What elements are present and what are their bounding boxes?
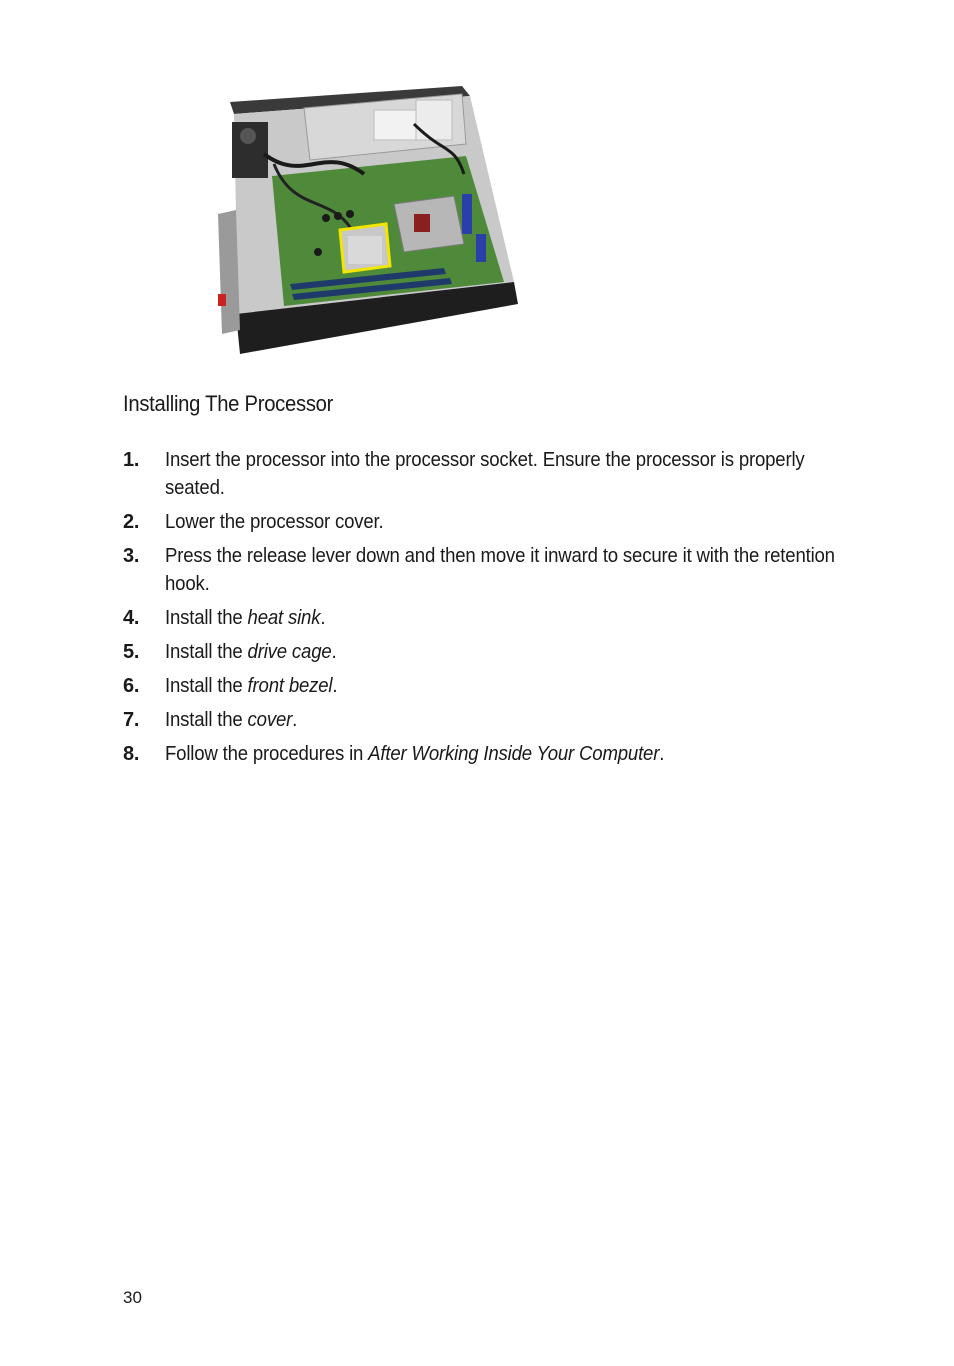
step-suffix: . [320, 607, 326, 629]
step-number: 4. [123, 607, 140, 629]
list-item [123, 638, 863, 666]
drive-cage-link[interactable]: drive cage [247, 641, 332, 663]
step-number: 2. [123, 511, 140, 533]
step-text [165, 740, 860, 768]
step-number: 5. [123, 641, 140, 663]
step-prefix: Install the [165, 709, 248, 731]
step-text: Press the release lever down and then move it inward to secure it with the retention hook. [165, 545, 835, 595]
step-number: 1. [123, 449, 140, 471]
cover-link[interactable]: cover [247, 709, 293, 731]
step-prefix: Install the [165, 675, 248, 697]
step-prefix: Install the [165, 641, 248, 663]
step-suffix: . [332, 675, 338, 697]
step-text: Lower the processor cover. [165, 511, 384, 533]
front-bezel-link[interactable]: front bezel [247, 675, 333, 697]
step-text [165, 706, 860, 734]
step-number: 6. [123, 675, 140, 697]
step-text [165, 638, 860, 666]
list-item [123, 542, 863, 598]
list-item [123, 508, 863, 536]
motherboard-illustration-icon [214, 84, 524, 356]
step-number: 7. [123, 709, 140, 731]
list-item [123, 446, 863, 502]
step-text [165, 672, 860, 700]
procedure-steps [123, 446, 863, 774]
list-item [123, 672, 863, 700]
list-item [123, 740, 863, 768]
after-working-inside-link[interactable]: After Working Inside Your Computer [368, 743, 660, 765]
step-text [165, 604, 860, 632]
heat-sink-link[interactable]: heat sink [247, 607, 321, 629]
step-number: 8. [123, 743, 140, 765]
step-suffix: . [292, 709, 298, 731]
list-item [123, 706, 863, 734]
step-number: 3. [123, 545, 140, 567]
step-prefix: Follow the procedures in [165, 743, 369, 765]
step-prefix: Install the [165, 607, 248, 629]
page-number: 30 [123, 1288, 142, 1307]
section-title: Installing The Processor [123, 391, 334, 416]
list-item [123, 604, 863, 632]
computer-internals-figure [214, 84, 524, 356]
step-suffix: . [331, 641, 337, 663]
step-suffix: . [659, 743, 665, 765]
step-text: Insert the processor into the processor socket. Ensure the processor is properly seated. [165, 449, 805, 499]
